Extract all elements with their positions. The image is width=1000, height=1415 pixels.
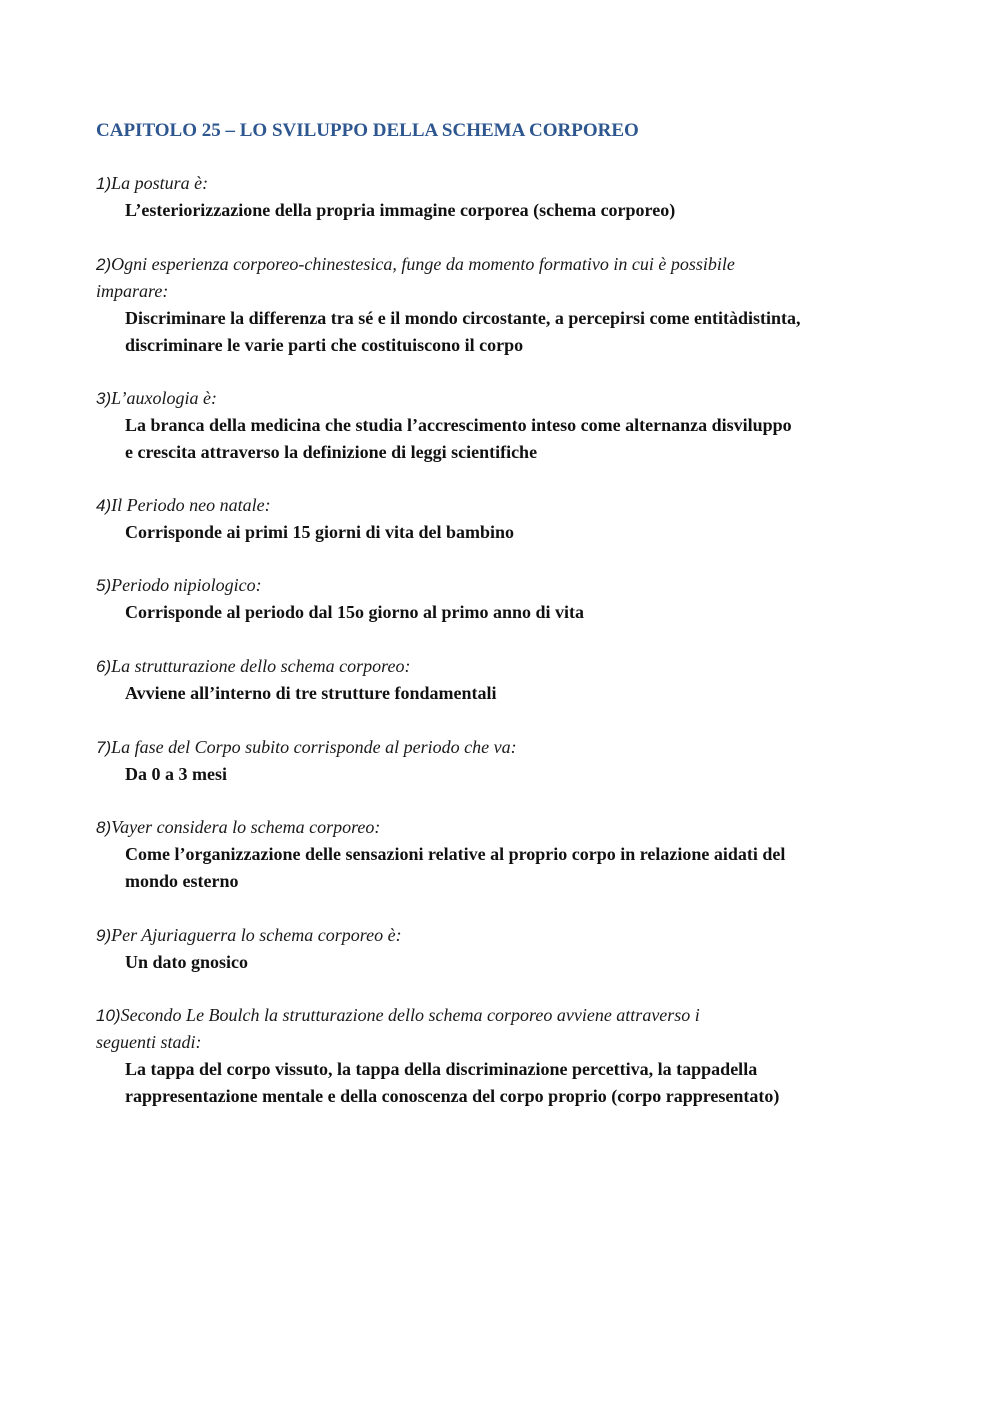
question-number: 9)	[96, 926, 112, 945]
question-number: 7)	[96, 738, 112, 757]
question-text: 3)L’auxologia è:	[96, 388, 217, 408]
question-text: 2)Ogni esperienza corporeo-chinestesica, funge da momento formativo in cui è possibile	[96, 254, 735, 274]
question-item-4	[96, 492, 896, 546]
question-number: 1)	[96, 174, 112, 193]
question-text: 5)Periodo nipiologico:	[96, 575, 262, 595]
answer-text: Un dato gnosico	[125, 952, 249, 972]
question-text: 9)Per Ajuriaguerra lo schema corporeo è:	[96, 925, 402, 945]
question-item-3	[96, 385, 896, 466]
question-number: 2)	[96, 255, 112, 274]
question-text-continued: seguenti stadi:	[96, 1032, 202, 1052]
question-item-10	[96, 1002, 896, 1110]
answer-text: La tappa del corpo vissuto, la tappa della discriminazione percettiva, la tappadella	[125, 1059, 758, 1079]
answer-text: Come l’organizzazione delle sensazioni relative al proprio corpo in relazione aidati del	[125, 844, 786, 864]
question-text: 4)Il Periodo neo natale:	[96, 495, 271, 515]
answer-text: Avviene all’interno di tre strutture fondamentali	[125, 683, 497, 703]
question-item-7	[96, 734, 896, 788]
answer-text: Corrisponde ai primi 15 giorni di vita del bambino	[125, 522, 515, 542]
answer-text-continued: rappresentazione mentale e della conoscenza del corpo proprio (corpo rappresentato)	[125, 1086, 780, 1106]
question-text: 1)La postura è:	[96, 173, 209, 193]
question-text: 10)Secondo Le Boulch la strutturazione dello schema corporeo avviene attraverso i	[96, 1005, 700, 1025]
answer-text: La branca della medicina che studia l’accrescimento inteso come alternanza disviluppo	[125, 415, 792, 435]
answer-text: Corrisponde al periodo dal 15o giorno al primo anno di vita	[125, 602, 585, 622]
question-number: 8)	[96, 818, 112, 837]
answer-text-continued: e crescita attraverso la definizione di leggi scientifiche	[125, 442, 538, 462]
question-item-5	[96, 572, 896, 626]
question-number: 6)	[96, 657, 112, 676]
answer-text: Da 0 a 3 mesi	[125, 764, 227, 784]
answer-text-continued: discriminare le varie parti che costituiscono il corpo	[125, 335, 524, 355]
chapter-title: CAPITOLO 25 – LO SVILUPPO DELLA SCHEMA CORPOREO	[96, 120, 639, 141]
question-number: 4)	[96, 496, 112, 515]
question-item-9	[96, 922, 896, 976]
question-item-8	[96, 814, 896, 895]
question-text: 8)Vayer considera lo schema corporeo:	[96, 817, 381, 837]
answer-text: L’esteriorizzazione della propria immagine corporea (schema corporeo)	[125, 200, 676, 220]
question-item-2	[96, 251, 896, 359]
question-number: 5)	[96, 576, 112, 595]
question-number: 10)	[96, 1006, 121, 1025]
question-text-continued: imparare:	[96, 281, 169, 301]
question-text: 6)La strutturazione dello schema corporeo:	[96, 656, 411, 676]
answer-text-continued: mondo esterno	[125, 871, 239, 891]
question-text: 7)La fase del Corpo subito corrisponde al periodo che va:	[96, 737, 517, 757]
answer-text: Discriminare la differenza tra sé e il mondo circostante, a percepirsi come entitàdistinta,	[125, 308, 801, 328]
question-item-6	[96, 653, 896, 707]
question-item-1	[96, 170, 896, 224]
question-number: 3)	[96, 389, 112, 408]
